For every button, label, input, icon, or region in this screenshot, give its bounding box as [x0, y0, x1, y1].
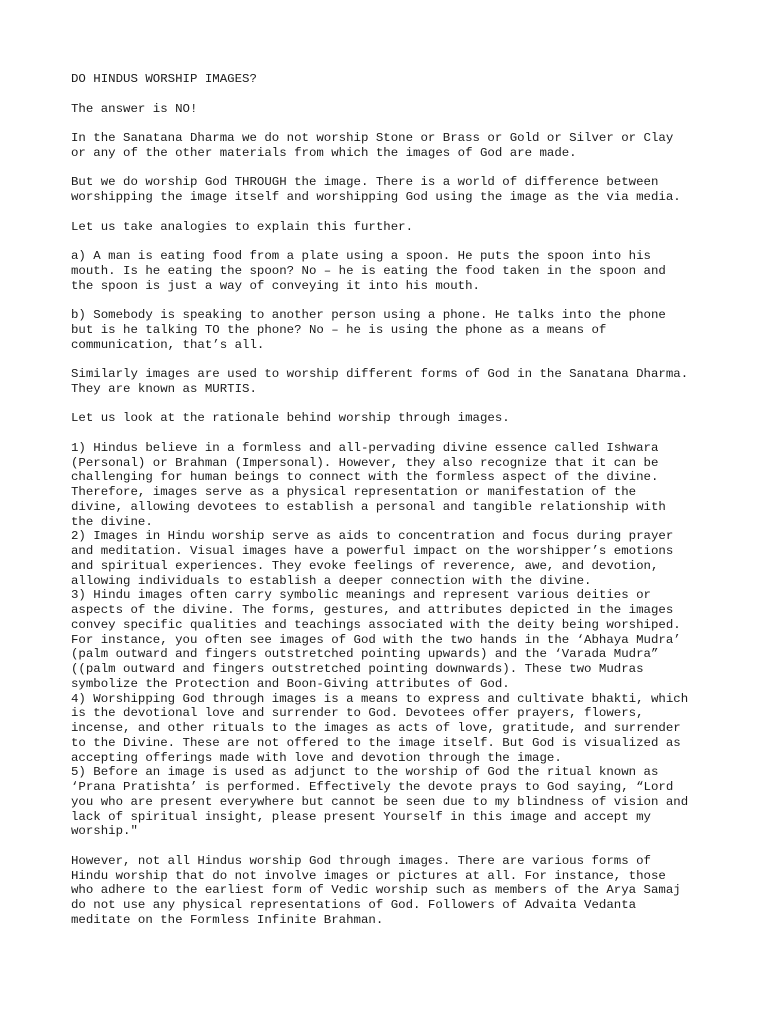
text-line: divine, allowing devotees to establish a personal and tangible relationship with	[71, 499, 666, 514]
text-line: They are known as MURTIS.	[71, 381, 257, 396]
text-line: challenging for human beings to connect with the formless aspect of the divine.	[71, 470, 659, 485]
text-line: 1) Hindus believe in a formless and all-pervading divine essence called Ishwara	[71, 440, 659, 455]
text-line: the divine.	[71, 514, 153, 529]
closing-paragraph	[71, 854, 711, 928]
points-section	[71, 441, 711, 839]
text-line: mouth. Is he eating the spoon? No – he is eating the food taken in the spoon and	[71, 263, 666, 278]
text-line: b) Somebody is speaking to another person using a phone. He talks into the phone	[71, 308, 666, 322]
text-line: to the Divine. These are not offered to the image itself. But God is visualized as	[71, 735, 681, 750]
document-page	[71, 72, 711, 942]
paragraph	[71, 367, 711, 397]
text-line: is the devotional love and surrender to God. Devotees offer prayers, flowers,	[71, 706, 644, 721]
text-line: 3) Hindu images often carry symbolic meanings and represent various deities or	[71, 588, 651, 603]
text-line: Therefore, images serve as a physical representation or manifestation of the	[71, 485, 637, 499]
text-line: you who are present everywhere but cannot be seen due to my blindness of vision and	[71, 794, 689, 809]
text-line: allowing individuals to establish a deeper connection with the divine.	[71, 573, 592, 588]
text-line: do not use any physical representations of God. Followers of Advaita Vedanta	[71, 898, 637, 912]
text-line: Similarly images are used to worship different forms of God in the Sanatana Dharma.	[71, 367, 689, 381]
text-line: who adhere to the earliest form of Vedic worship such as members of the Arya Samaj	[71, 883, 681, 898]
text-line: For instance, you often see images of God with the two hands in the ‘Abhaya Mudra’	[71, 632, 681, 647]
text-line: communication, that’s all.	[71, 337, 265, 352]
text-line: accepting offerings made with love and devotion through the image.	[71, 750, 562, 765]
numbered-point	[71, 529, 711, 588]
text-line: 5) Before an image is used as adjunct to the worship of God the ritual known as	[71, 765, 659, 780]
text-line: a) A man is eating food from a plate using a spoon. He puts the spoon into his	[71, 249, 651, 263]
numbered-point	[71, 588, 711, 691]
document-title: DO HINDUS WORSHIP IMAGES?	[71, 72, 257, 86]
text-line: convey specific qualities and teachings associated with the deity being worshiped.	[71, 617, 681, 632]
text-line: In the Sanatana Dharma we do not worship Stone or Brass or Gold or Silver or Clay	[71, 131, 674, 145]
text-line: aspects of the divine. The forms, gestures, and attributes depicted in the images	[71, 603, 674, 617]
numbered-point	[71, 441, 711, 530]
numbered-point	[71, 765, 711, 839]
paragraph	[71, 102, 711, 117]
text-line: the spoon is just a way of conveying it into his mouth.	[71, 278, 480, 293]
text-line: meditate on the Formless Infinite Brahman.	[71, 912, 384, 927]
text-line: (Personal) or Brahman (Impersonal). However, they also recognize that it can be	[71, 455, 659, 470]
text-line: but is he talking TO the phone? No – he is using the phone as a means of	[71, 322, 607, 337]
text-line: Let us look at the rationale behind worship through images.	[71, 411, 510, 426]
paragraph	[71, 308, 711, 352]
text-line: Hindu worship that do not involve images or pictures at all. For instance, those	[71, 868, 666, 883]
text-line: symbolize the Protection and Boon-Giving attributes of God.	[71, 676, 510, 691]
text-line: ((palm outward and fingers outstretched pointing downwards). These two Mudras	[71, 662, 644, 676]
text-line: Let us take analogies to explain this further.	[71, 219, 414, 234]
text-line: But we do worship God THROUGH the image. There is a world of difference between	[71, 175, 659, 190]
text-line: worship."	[71, 824, 138, 839]
text-line: lack of spiritual insight, please present Yourself in this image and accept my	[71, 809, 651, 824]
text-line: and spiritual experiences. They evoke feelings of reverence, awe, and devotion,	[71, 558, 659, 573]
text-line: The answer is NO!	[71, 101, 198, 116]
paragraph	[71, 220, 711, 235]
text-line: ‘Prana Pratishta’ is performed. Effectively the devote prays to God saying, “Lord	[71, 780, 674, 794]
text-line: (palm outward and fingers outstretched pointing upwards) and the ‘Varada Mudra”	[71, 647, 659, 662]
paragraph	[71, 175, 711, 205]
text-line: worshipping the image itself and worshipping God using the image as the via media.	[71, 190, 681, 204]
numbered-point	[71, 692, 711, 766]
text-line: or any of the other materials from which the images of God are made.	[71, 145, 577, 160]
text-line: 2) Images in Hindu worship serve as aids to concentration and focus during prayer	[71, 529, 674, 544]
text-line: incense, and other rituals to the images as acts of love, gratitude, and surrender	[71, 721, 681, 735]
text-line: and meditation. Visual images have a powerful impact on the worshipper’s emotions	[71, 544, 674, 558]
paragraph	[71, 249, 711, 293]
paragraph	[71, 411, 711, 426]
text-line: 4) Worshipping God through images is a means to express and cultivate bhakti, which	[71, 691, 689, 706]
text-line: However, not all Hindus worship God through images. There are various forms of	[71, 853, 651, 868]
paragraph	[71, 131, 711, 161]
intro-section	[71, 102, 711, 427]
